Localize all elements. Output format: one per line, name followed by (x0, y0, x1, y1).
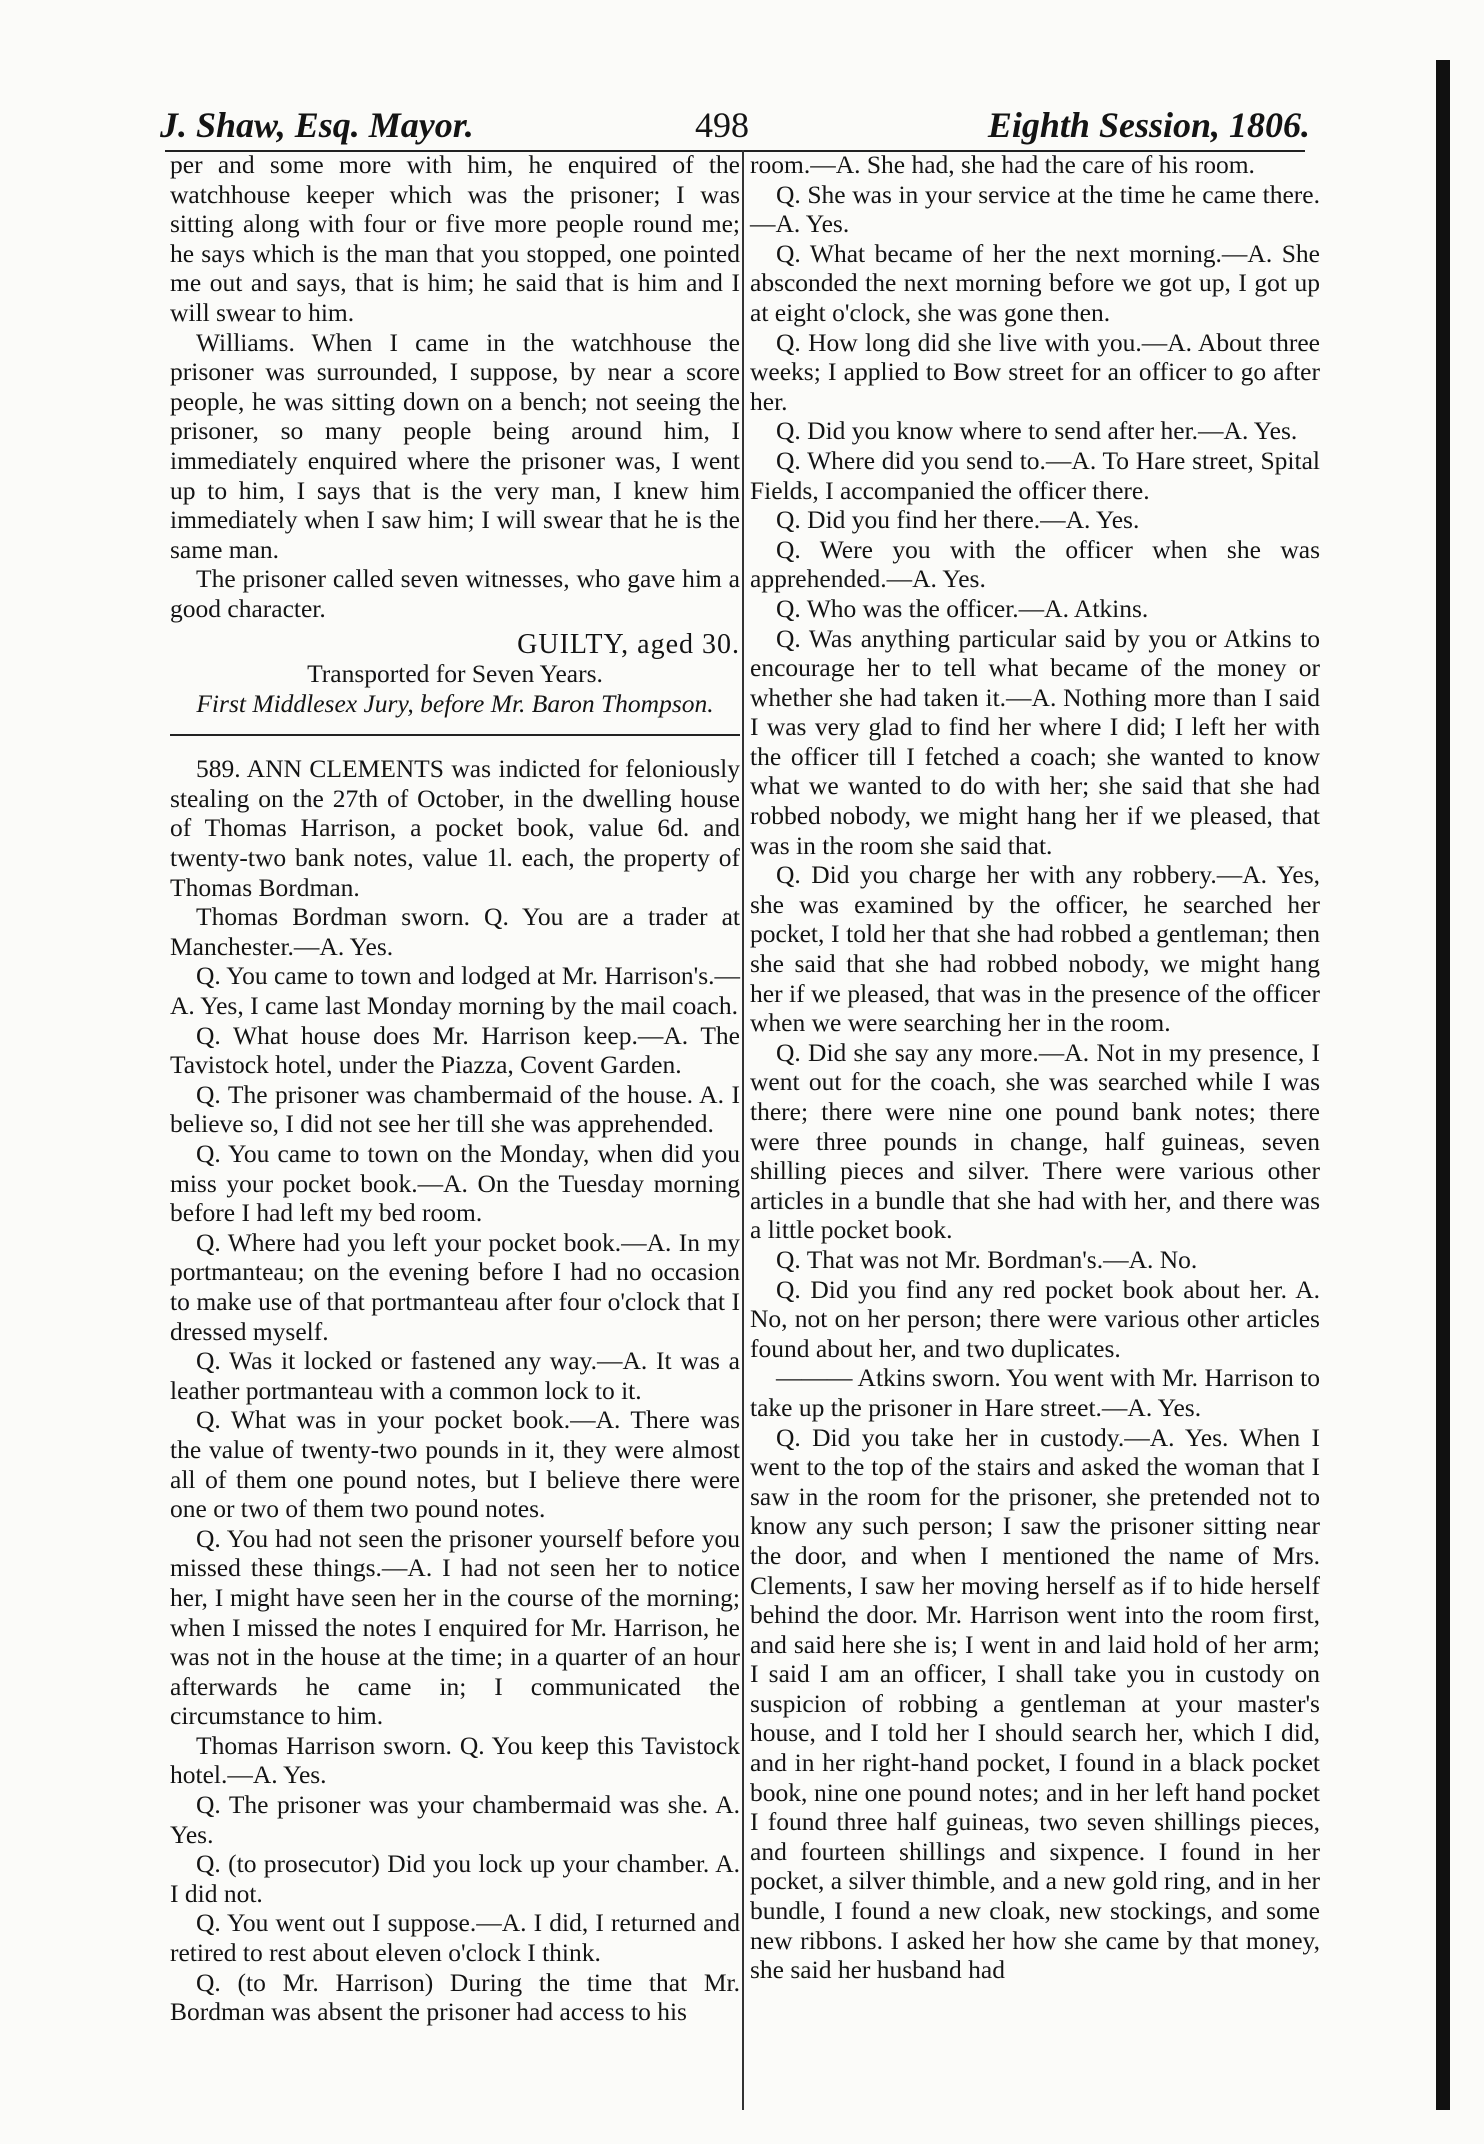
paragraph: Q. (to prosecutor) Did you lock up your chamber. A. I did not. (170, 1849, 740, 1908)
paragraph: ——— Atkins sworn. You went with Mr. Harrison to take up the prisoner in Hare street.—A. Yes. (750, 1363, 1320, 1422)
paragraph: Q. Did you take her in custody.—A. Yes. When I went to the top of the stairs and asked the woman that I saw in the room for the prisoner, she pretended not to know any such person; I saw the prisoner sitting near the door, and when I mentioned the name of Mrs. Clements, I saw her moving herself as if to hide herself behind the door. Mr. Harrison went into the room first, and said here she is; I went in and laid hold of her arm; I said I am an officer, I shall take you in custody on suspicion of robbing a gentleman at your master's house, and I told her I should search her, which I did, and in her right-hand pocket, I found in a black pocket book, nine one pound notes; and in her left hand pocket I found three half guineas, two seven shillings pieces, and fourteen shillings and sixpence. I found in her pocket, a silver thimble, and a new gold ring, and in her bundle, I found a new cloak, new stockings, and some new ribbons. I asked her how she came by that money, she said her husband had (750, 1422, 1320, 1985)
paragraph: Q. You came to town and lodged at Mr. Harrison's.—A. Yes, I came last Monday morning by the mail coach. (170, 961, 740, 1021)
paragraph: Q. Did you find any red pocket book about her. A. No, not on her person; there were various other articles found about her, and two duplicates. (750, 1274, 1320, 1363)
paragraph: Q. Was it locked or fastened any way.—A. It was a leather portmanteau with a common lock to it. (170, 1346, 740, 1405)
paragraph: Q. Did you find her there.—A. Yes. (776, 505, 1140, 535)
paragraph: Q. You went out I suppose.—A. I did, I returned and retired to rest about eleven o'clock I think. (170, 1908, 740, 1968)
right-column (750, 150, 1320, 1985)
paragraph: Q. (to Mr. Harrison) During the time that Mr. Bordman was absent the prisoner had access to his (170, 1967, 740, 2027)
page-number: 498 (695, 105, 749, 145)
paragraph: Q. The prisoner was your chambermaid was she. A. Yes. (170, 1790, 740, 1849)
paragraph: Q. Was anything particular said by you or Atkins to encourage her to tell what became of the money or whether she had taken it.—A. Nothing more than I said I was very glad to find her where I did; I left her with the officer till I fetched a coach; she wanted to know what we wanted to do with her; she said that she had robbed nobody, we might hang her if we pleased, that was in the room she said that. (750, 623, 1320, 860)
paragraph: Q. Who was the officer.—A. Atkins. (776, 593, 1149, 623)
paragraph: Q. Where had you left your pocket book.—A. In my portmanteau; on the evening before I had no occasion to make use of that portmanteau after four o'clock that I dressed myself. (170, 1227, 740, 1346)
paragraph: per and some more with him, he enquired of the watchhouse keeper which was the prisoner; I was sitting along with four or five more people round me; he says which is the man that you stopped, one pointed me out and says, that is him; he said that is him and I will swear to him. (170, 150, 740, 327)
case-divider (170, 734, 740, 736)
paragraph: Q. Where did you send to.—A. To Hare street, Spital Fields, I accompanied the officer there. (750, 445, 1320, 505)
paragraph: Q. Did you know where to send after her.—A. Yes. (776, 416, 1298, 446)
paragraph: Thomas Bordman sworn. Q. You are a trader at Manchester.—A. Yes. (170, 902, 740, 961)
paragraph: Q. Did you charge her with any robbery.—A. Yes, she was examined by the officer, he searched her pocket, I told her that she had robbed a gentleman; then she said that she had robbed nobody, we might hang her if we pleased, that was in the presence of the officer when we were searching her in the room. (750, 860, 1320, 1038)
paragraph: The prisoner called seven witnesses, who gave him a good character. (170, 564, 740, 623)
paragraph: Williams. When I came in the watchhouse the prisoner was surrounded, I suppose, by near a score people, he was sitting down on a bench; not seeing the prisoner, so many people being around him, I immediately enquired where the prisoner was, I went up to him, I says that is the very man, I knew him immediately when I saw him; I will swear that he is the same man. (170, 327, 740, 564)
paragraph: Q. You had not seen the prisoner yourself before you missed these things.—A. I had not seen her to notice her, I might have seen her in the course of the morning; when I missed the notes I enquired for Mr. Harrison, he was not in the house at the time; in a quarter of an hour afterwards he came in; I communicated the circumstance to him. (170, 1523, 740, 1731)
paragraph: Q. That was not Mr. Bordman's.—A. No. (776, 1244, 1198, 1274)
header-right: Eighth Session, 1806. (987, 105, 1310, 145)
column-divider (742, 150, 744, 2110)
verdict: GUILTY, aged 30. (517, 628, 740, 660)
paragraph: Q. Were you with the officer when she was apprehended.—A. Yes. (750, 534, 1320, 594)
left-column (170, 150, 740, 2027)
running-header (160, 104, 1310, 152)
paragraph: Thomas Harrison sworn. Q. You keep this Tavistock hotel.—A. Yes. (170, 1730, 740, 1790)
paragraph: Q. What house does Mr. Harrison keep.—A. The Tavistock hotel, under the Piazza, Covent Garden. (170, 1020, 740, 1080)
paragraph: Q. She was in your service at the time he came there.—A. Yes. (750, 179, 1320, 239)
indictment-paragraph: 589. ANN CLEMENTS was indicted for feloniously stealing on the 27th of October, in the dwelling house of Thomas Harrison, a pocket book, value 6d. and twenty-two bank notes, value 1l. each, the property of Thomas Bordman. (170, 754, 740, 902)
paragraph: Q. You came to town on the Monday, when did you miss your pocket book.—A. On the Tuesday morning before I had left my bed room. (170, 1139, 740, 1228)
sentence: Transported for Seven Years. (307, 659, 603, 689)
paragraph: Q. How long did she live with you.—A. About three weeks; I applied to Bow street for an officer to go after her. (750, 327, 1320, 416)
binding-edge-rule (1436, 60, 1450, 2110)
paragraph: room.—A. She had, she had the care of his room. (750, 150, 1255, 179)
paragraph: Q. The prisoner was chambermaid of the house. A. I believe so, I did not see her till she was apprehended. (170, 1079, 740, 1139)
jury-line: First Middlesex Jury, before Mr. Baron Thompson. (196, 688, 714, 718)
paragraph: Q. Did she say any more.—A. Not in my presence, I went out for the coach, she was searched while I was there; there were nine one pound bank notes; there were three pounds in change, half guineas, seven shilling pieces and silver. There were various other articles in a bundle that she had with her, and there was a little pocket book. (750, 1037, 1320, 1245)
header-left: J. Shaw, Esq. Mayor. (160, 105, 474, 145)
paragraph: Q. What was in your pocket book.—A. There was the value of twenty-two pounds in it, they were almost all of them one pound notes, but I believe there were one or two of them two pound notes. (170, 1405, 740, 1524)
paragraph: Q. What became of her the next morning.—A. She absconded the next morning before we got up, I got up at eight o'clock, she was gone then. (750, 238, 1320, 327)
